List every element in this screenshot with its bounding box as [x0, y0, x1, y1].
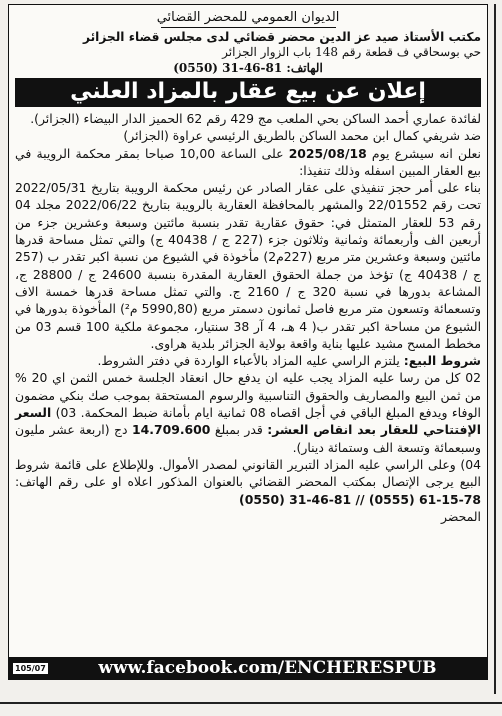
- footer-bar: [9, 657, 487, 679]
- notice-banner: إعلان عن بيع عقار بالمزاد العلني: [15, 78, 481, 107]
- auction-notice: [8, 4, 488, 680]
- phone-number: (0550) 31-46-81: [173, 61, 283, 75]
- contact-phones: (0550) 31-46-81 // (0555) 61-15-78: [239, 491, 481, 507]
- debtor-paragraph: ضد شريفي كمال ابن محمد الساكن بالطريق الرئيسي عراوة (الجزائر): [123, 128, 481, 144]
- facebook-link[interactable]: www.facebook.com/ENCHERESPUB: [98, 658, 437, 678]
- sale-date-paragraph: [15, 145, 481, 180]
- sale-intro: نعلن انه سيشرع يوم: [366, 145, 481, 161]
- sale-terms-label: شروط البيع:: [403, 353, 481, 369]
- price-words: دج (اربعة عشر مليون وسبعمائة وتسعة الف وستمائة دينار).: [15, 422, 481, 455]
- price-intro: قدر بمبلغ: [210, 422, 268, 438]
- payment-terms: [15, 369, 481, 455]
- page-edge-divider: [494, 4, 496, 694]
- footer-badge: 105/07: [15, 663, 46, 673]
- sale-location: على الساعة 10,00 صباحا بمقر محكمة الرويبة في بيع العقار المبين اسفله وذلك تنفيذا:: [15, 145, 481, 178]
- office-name: مكتب الأستاذ صيد عز الدين محضر قضائي لدى مجلس قضاء الجزائر: [83, 30, 481, 44]
- contact-paragraph: [15, 456, 481, 508]
- office-address: حي بوسحاقي ف قطعة رقم 148 باب الزوار الجزائر: [222, 45, 481, 59]
- property-description: بناء على أمر حجز تنفيذي على عقار الصادر عن رئيس محكمة الرويبة بتاريخ 2022/05/31 تحت رقم 22/01552 والمشهر بالمحافظة العقارية بالرويبة بتاريخ 2022/06/22 مجلد 04 رقم 53 للعقار المتمثل في: حقوق عقارية تقدر بنسبة مائتين وسبعة وعشرين جزء من أربعين الف وأربعمائة وثمانية وثلاثون جزء (227 ج / 40438 ج) والتي تمثل مساحة قدرها مائتين وسبعة وعشرين متر مربع (227م2) مأخوذة في الشيوع من نسبة اكبر تقدر ب (257 ج / 40438 ج) تؤخذ من جملة الحقوق العقارية المقدرة بنسبة 24600 ج / 28800 ج، المشاعة بدورها في نسبة 320 ج / 2160 ج. والتي تمثل مساحة قدرها خمسة الاف وتسعمائة وتسعون متر مربع فاصل ثمانون دسمتر مربع (5990,80 م²) المأخوذة بدورها في الشيوع من مساحة اكبر تقدر ب( 4 هـ، 4 آر 38 سنتيار، مجموعة ملكية 100 قسم 03 من مخطط المسح مشيد عليها بناية واقعة بولاية الجزائر بلدية هراوى.: [15, 180, 482, 351]
- payment-terms-text: 02 كل من رسا عليه المزاد يجب عليه ان يدفع حال انعقاد الجلسة خمس الثمن اي 20 % من ثمن البيع والمصاريف والحقوق التناسبية والرسوم المستحقة بموجب صك بنكي مضمون الوفاء ويدفع المبلغ الباقي في أجل اقصاه 08 ثمانية ايام بأمانة ضبط المحكمة. 03): [15, 370, 481, 421]
- opening-price-label: السعر الإفتتاحي للعقار بعد انقاص العشر:: [15, 405, 481, 438]
- price-amount: 14.709.600: [132, 422, 211, 438]
- phone-label: الهاتف:: [286, 61, 323, 75]
- header-title: الديوان العمومي للمحضر القضائي: [156, 10, 340, 25]
- sale-date: 2025/08/18: [288, 145, 367, 161]
- office-phone: [9, 60, 487, 76]
- sale-terms-01: يلتزم الراسي عليه المزاد بالأعباء الواردة في دفتر الشروط.: [97, 353, 404, 369]
- notice-body: [9, 107, 487, 525]
- contact-text: 04) وعلى الراسي عليه المزاد التبرير القانوني لمصدر الأموال. وللإطلاع على قائمة شروط البيع يرجى الإتصال بمكتب المحضر القضائي بالعنوان المذكور اعلاه او على رقم الهاتف:: [15, 456, 481, 490]
- sale-terms-paragraph: [15, 352, 481, 369]
- page-bottom-divider: [0, 702, 502, 704]
- signature: المحضر: [441, 508, 481, 524]
- creditor-paragraph: لفائدة عماري أحمد الساكن بحي الملعب مج 429 رقم 62 الحميز الدار البيضاء (الجزائر).: [30, 111, 481, 126]
